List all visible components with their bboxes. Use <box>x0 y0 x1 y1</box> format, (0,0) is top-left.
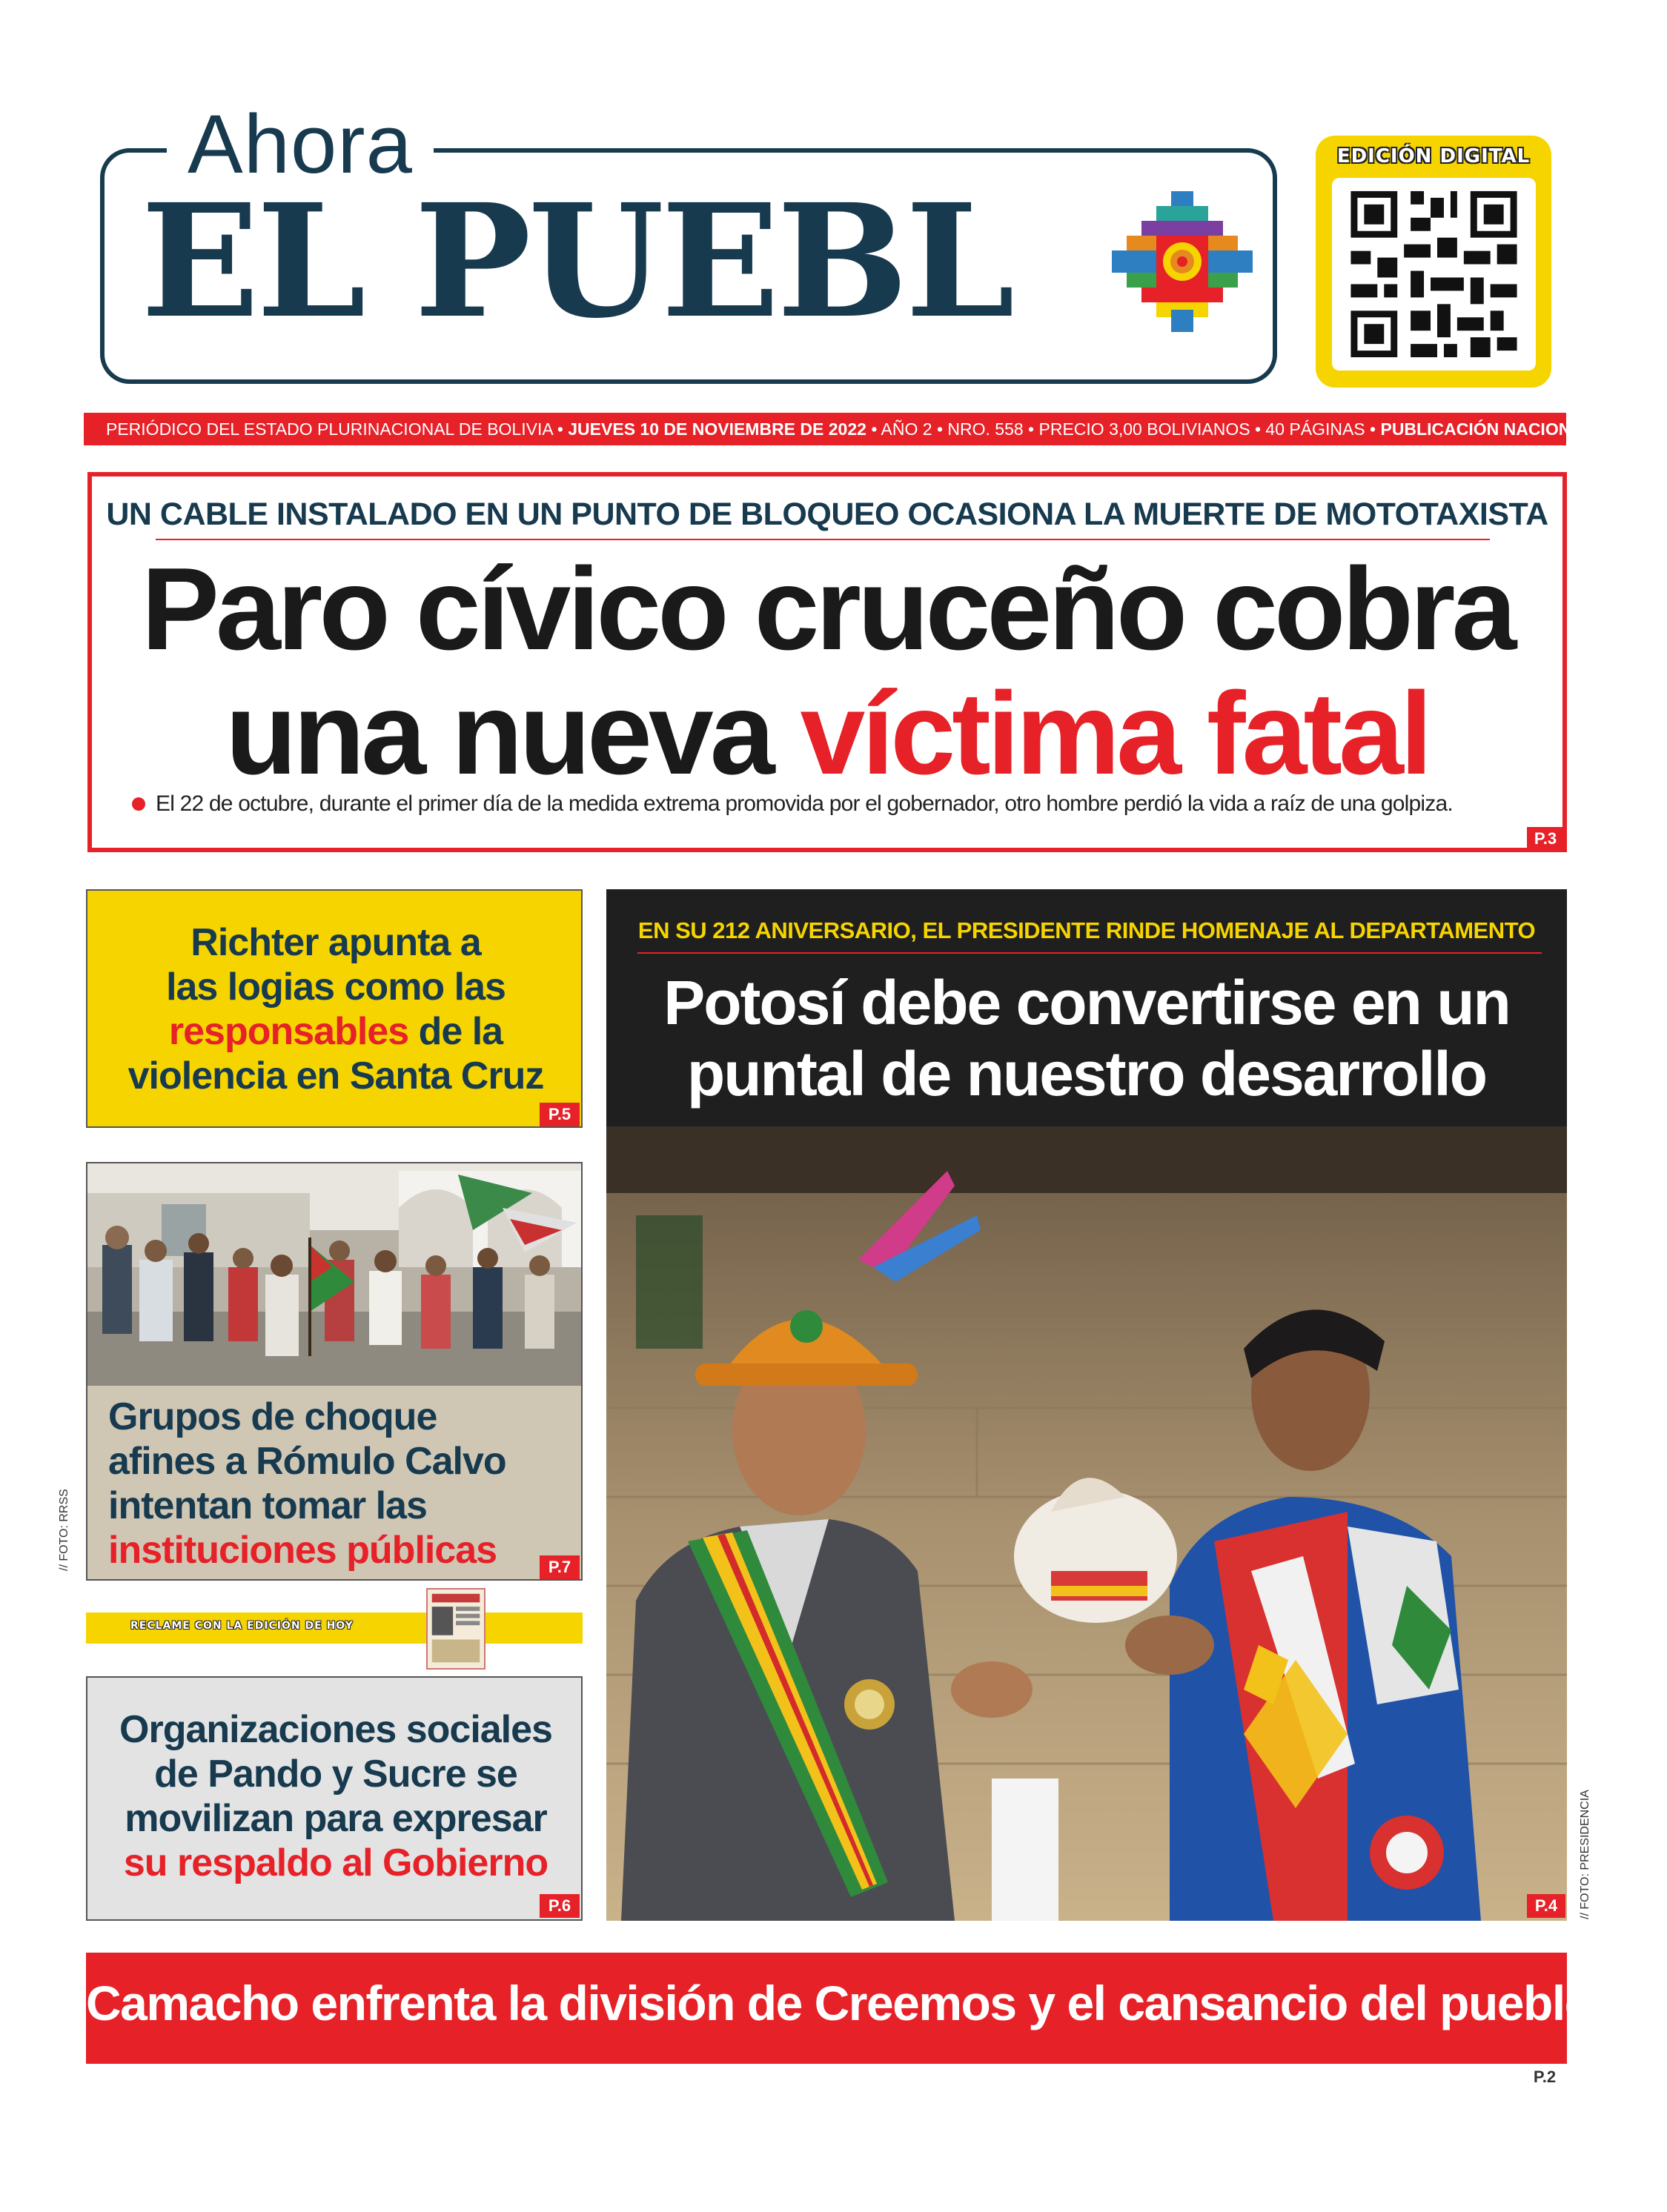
bottom-banner[interactable] <box>86 1953 1594 2064</box>
grupos-photo-credit: // FOTO: RRSS <box>58 1489 70 1571</box>
story-card-grupos[interactable] <box>86 1162 583 1581</box>
banner-headline: Camacho enfrenta la división de Creemos y el cansancio del pueblo <box>86 1976 1594 2030</box>
strip-date: JUEVES 10 DE NOVIEMBRE DE 2022 <box>568 419 866 439</box>
masthead-title: EL PUEBL <box>141 170 1013 353</box>
lead-headline-line1: Paro cívico cruceño cobra <box>141 544 1514 674</box>
feature-kicker-rule <box>637 952 1542 954</box>
lead-headline-line2: una nueva víctima fatal <box>225 668 1429 799</box>
chakana-emblem-icon <box>1112 191 1253 332</box>
grupos-page-ref: P.7 <box>540 1555 580 1579</box>
strip-publisher: PERIÓDICO DEL ESTADO PLURINACIONAL DE BOLIVIA <box>106 419 553 439</box>
strip-year: AÑO 2 <box>881 419 932 439</box>
feature-photo <box>606 1126 1567 1921</box>
banner-page-ref: P.2 <box>1524 2065 1565 2089</box>
reclame-text: RECLAME CON LA EDICIÓN DE HOY <box>130 1620 354 1632</box>
organizaciones-headline: Organizaciones sociales de Pando y Sucre se movilizan para expresar su respaldo al Gobierno <box>119 1708 552 1884</box>
lead-headline-highlight: víctima fatal <box>800 668 1429 799</box>
protest-photo <box>87 1163 583 1386</box>
story-card-organizaciones[interactable] <box>86 1676 583 1921</box>
strip-scope: PUBLICACIÓN NACIONAL <box>1380 419 1594 439</box>
info-strip: PERIÓDICO DEL ESTADO PLURINACIONAL DE BOLIVIA • JUEVES 10 DE NOVIEMBRE DE 2022 • AÑO 2 • NRO. 558 • PRECIO 3,00 BOLIVIANOS • 40 PÁGINAS • PUBLICACIÓN NACIONAL <box>84 413 1566 445</box>
masthead-ahora: Ahora <box>167 100 434 189</box>
feature-page-ref: P.4 <box>1527 1894 1565 1918</box>
feature-headline[interactable]: Potosí debe convertirse en un puntal de nuestro desarrollo <box>663 968 1510 1109</box>
feature-kicker: EN SU 212 ANIVERSARIO, EL PRESIDENTE RINDE HOMENAJE AL DEPARTAMENTO <box>637 917 1536 943</box>
feature-photo-credit: // FOTO: PRESIDENCIA <box>1579 1790 1591 1919</box>
digital-edition-label: EDICIÓN DIGITAL <box>1336 145 1531 167</box>
story-card-richter[interactable] <box>86 889 583 1128</box>
promo-thumbnail[interactable] <box>426 1588 485 1670</box>
strip-price: PRECIO 3,00 BOLIVIANOS <box>1038 419 1250 439</box>
lead-kicker-rule <box>156 539 1490 540</box>
lead-kicker: UN CABLE INSTALADO EN UN PUNTO DE BLOQUEO OCASIONA LA MUERTE DE MOTOTAXISTA <box>106 496 1548 532</box>
strip-number: NRO. 558 <box>947 419 1024 439</box>
richter-page-ref: P.5 <box>540 1103 580 1126</box>
bullet-icon <box>132 797 145 811</box>
grupos-headline: Grupos de choque afines a Rómulo Calvo intentan tomar las instituciones públicas <box>108 1395 506 1572</box>
richter-headline: Richter apunta a las logias como las responsables de la violencia en Santa Cruz <box>127 921 544 1097</box>
lead-page-ref: P.3 <box>1527 827 1564 851</box>
reclame-bar <box>86 1612 583 1644</box>
lead-headline[interactable] <box>87 544 1567 799</box>
lead-deck: El 22 de octubre, durante el primer día de la medida extrema promovida por el gobernador, otro hombre perdió la vida a raíz de una golpiza. <box>156 791 1453 816</box>
organizaciones-page-ref: P.6 <box>540 1894 580 1918</box>
strip-pages: 40 PÁGINAS <box>1265 419 1365 439</box>
qr-code-icon[interactable] <box>1332 178 1536 371</box>
